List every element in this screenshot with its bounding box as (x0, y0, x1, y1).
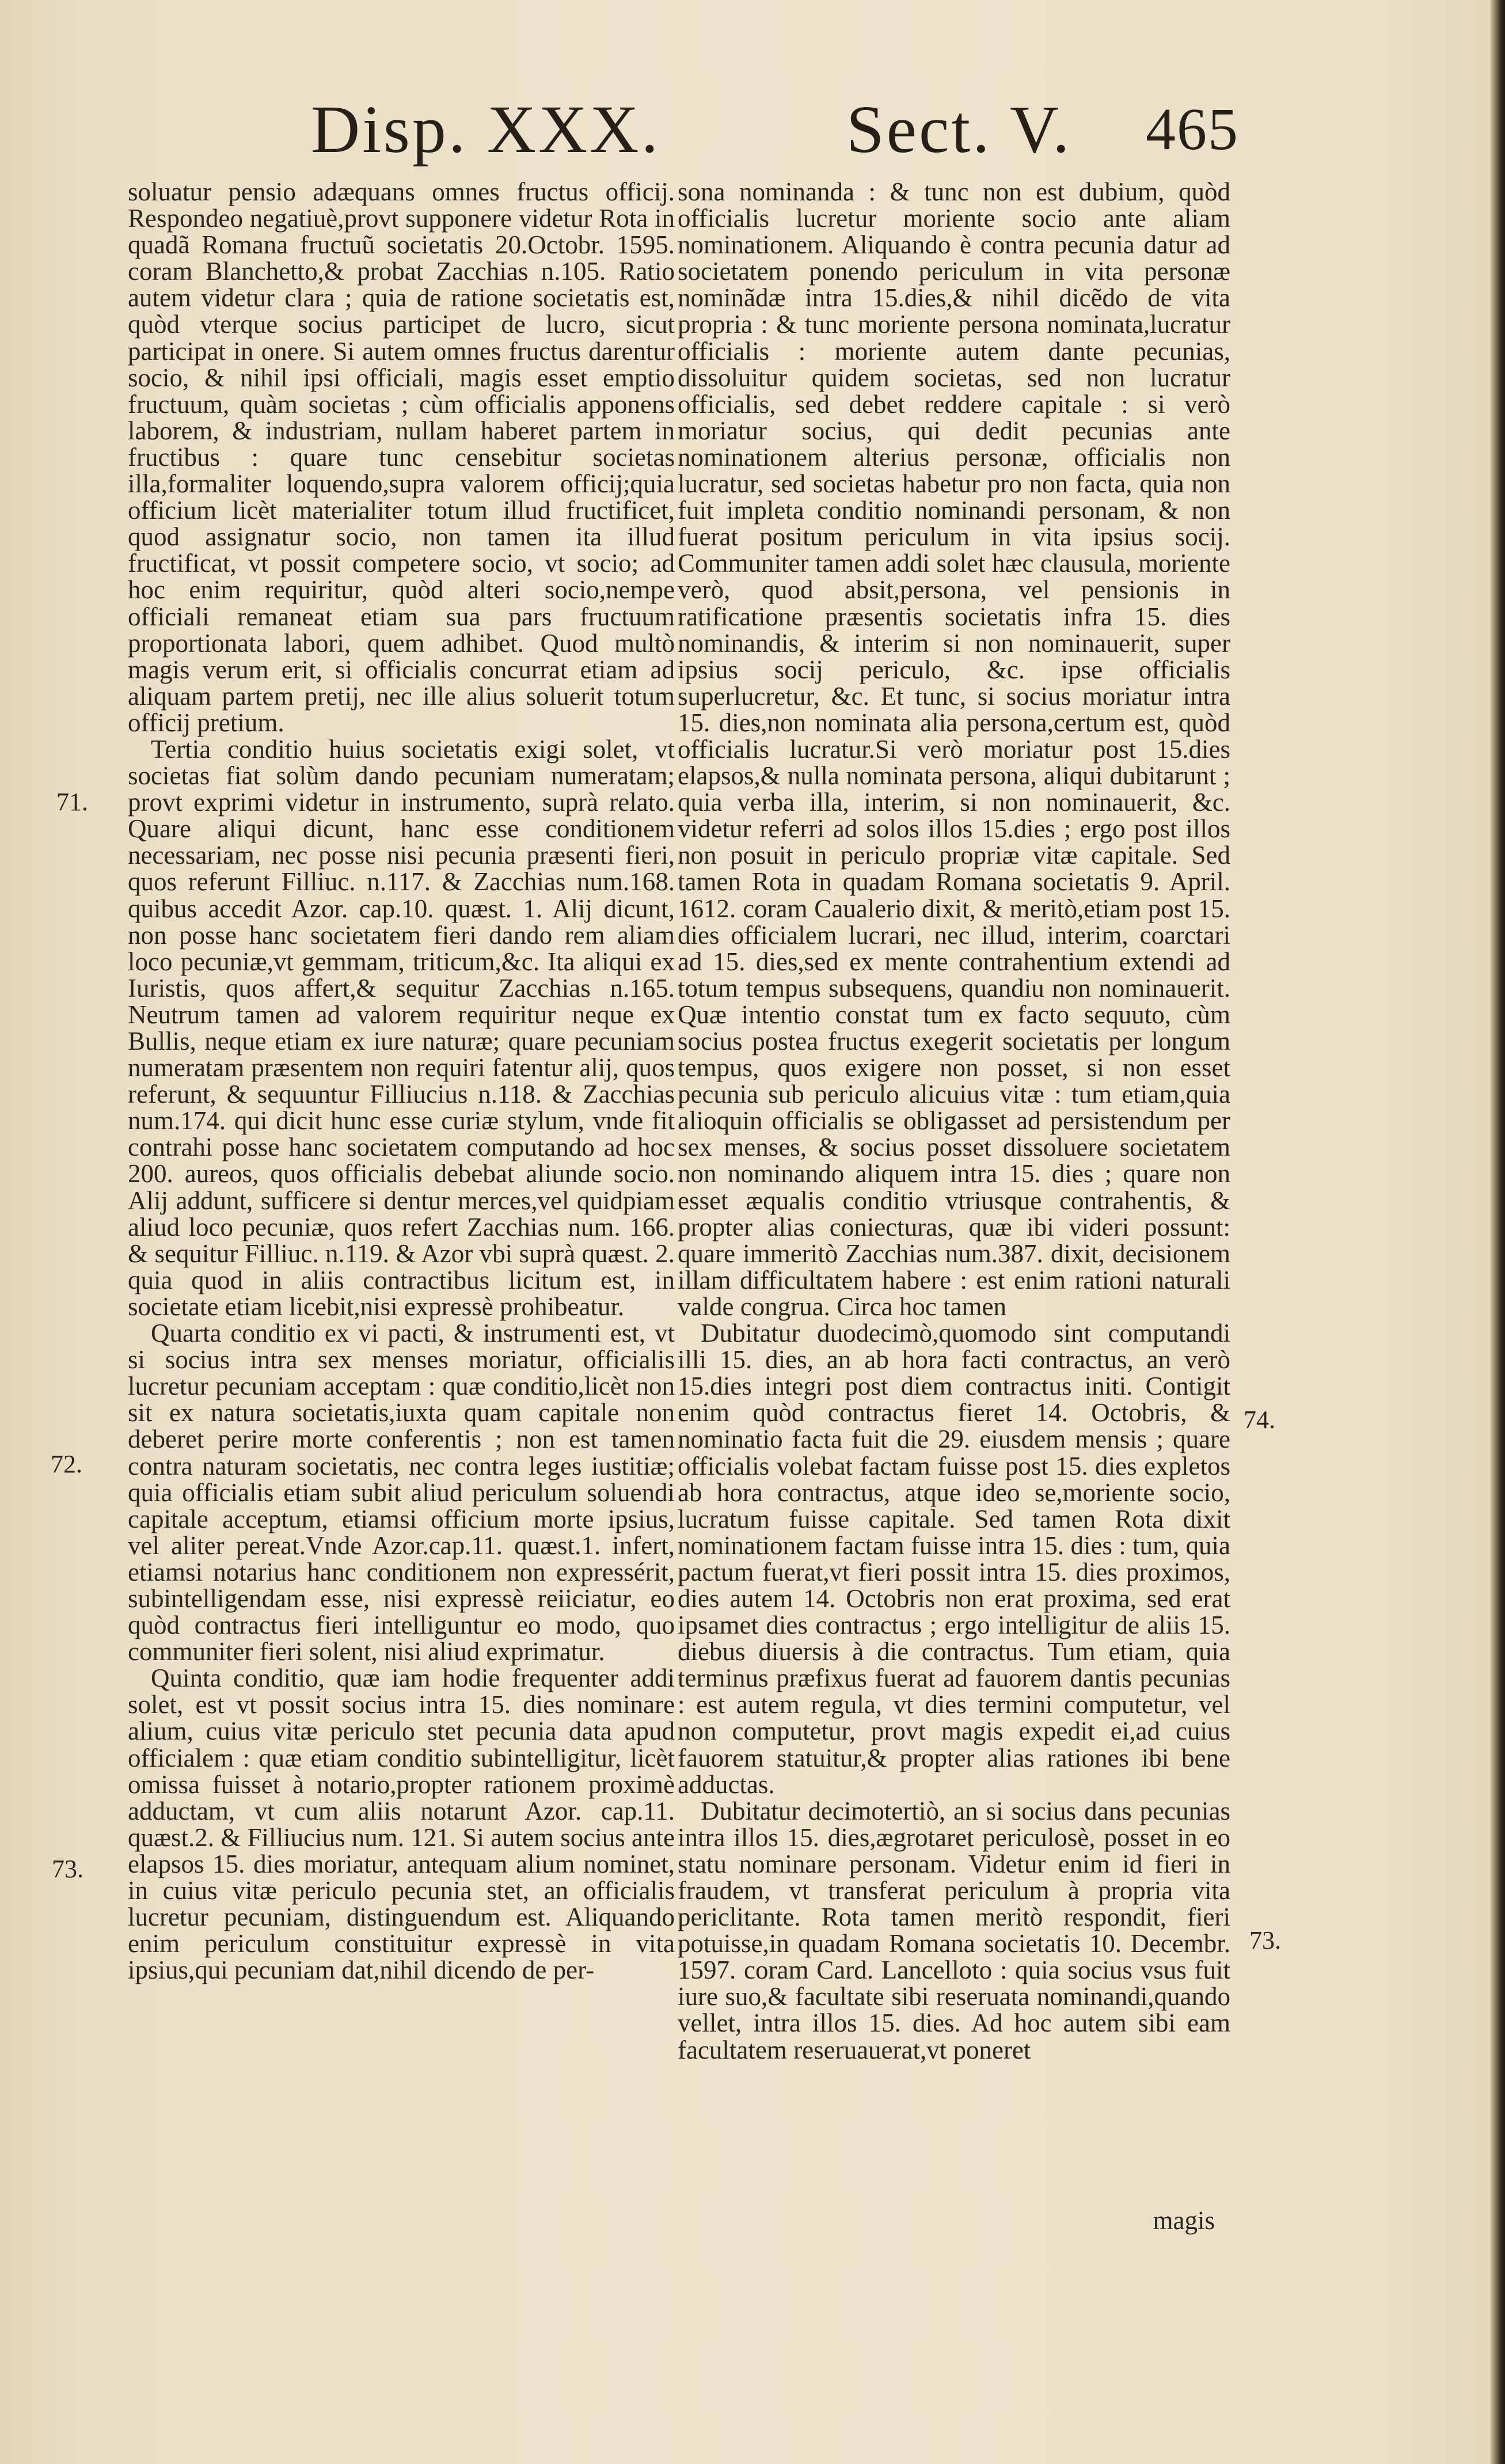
header-section: Sect. V. (846, 92, 1072, 167)
catchword: magis (1153, 2206, 1215, 2235)
paragraph: soluatur pensio adæquans omnes fructus officij. Respondeo negatiuè,provt supponere videtur Rota in quadã Romana fructuũ societatis 20.Octobr. 1595. coram Blanchetto,& probat Zacchias n.105. Ratio autem videtur clara ; quia de ratione societatis est, quòd vterque socius participet de lucro, sicut participat in onere. Si autem omnes fructus darentur socio, & nihil ipsi officiali, magis esset emptio fructuum, quàm societas ; cùm officialis apponens laborem, & industriam, nullam haberet partem in fructibus : quare tunc censebitur societas illa,formaliter loquendo,supra valorem officij;quia officium licèt materialiter totum illud fructificet, quod assignatur socio, non tamen ita illud fructificat, vt possit competere socio, vt socio; ad hoc enim requiritur, quòd alteri socio,nempe officiali remaneat etiam sua pars fructuum proportionata labori, quem adhibet. Quod multò magis verum erit, si officialis concurrat etiam ad aliquam partem pretij, nec ille alius soluerit totum officij pretium. (128, 177, 675, 737)
margin-number-74: 74. (1244, 1406, 1275, 1434)
paragraph: Quinta conditio, quæ iam hodie frequenter addi solet, est vt possit socius intra 15. dies nominare alium, cuius vitæ periculo stet pecunia data apud officialem : quæ etiam conditio subintelligitur, licèt omissa fuisset à notario,propter rationem proximè adductam, vt cum aliis notarunt Azor. cap.11. quæst.2. & Filliucius num. 121. Si autem socius ante elapsos 15. dies moriatur, antequam alium nominet, in cuius vitæ periculo pecunia stet, an officialis lucretur pecuniam, distinguendum est. Aliquando enim periculum constituitur expressè in vita ipsius,qui pecuniam dat,nihil dicendo de per- (128, 1664, 675, 1985)
margin-number-71: 71. (56, 788, 88, 816)
paragraph: Dubitatur duodecimò,quomodo sint computandi illi 15. dies, an ab hora facti contractus, an verò 15.dies integri post diem contractus initi. Contigit enim quòd contractus fieret 14. Octobris, & nominatio facta fuit die 29. eiusdem mensis ; quare officialis volebat factam fuisse post 15. dies expletos ab hora contractus, atque ideo se,moriente socio, lucratum fuisse capitale. Sed tamen Rota dixit nominationem factam fuisse intra 15. dies : tum, quia pactum fuerat,vt fieri possit intra 15. dies proximos, dies autem 14. Octobris non erat proxima, sed erat ipsamet dies contractus ; ergo intelligitur de aliis 15. diebus diuersis à die contractus. Tum etiam, quia terminus præfixus fuerat ad fauorem dantis pecunias : est autem regula, vt dies termini computetur, vel non computetur, provt magis expedit ei,ad cuius fauorem statuitur,& propter alias rationes ibi bene adductas. (678, 1319, 1230, 1799)
paragraph: Quarta conditio ex vi pacti, & instrumenti est, vt si socius intra sex menses moriatur, officialis lucretur pecuniam acceptam : quæ conditio,licèt non sit ex natura societatis,iuxta quam capitale non deberet perire morte conferentis ; non est tamen contra naturam societatis, nec contra leges iustitiæ; quia officialis etiam subit aliud periculum soluendi capitale acceptum, etiamsi officium morte ipsius, vel aliter pereat.Vnde Azor.cap.11. quæst.1. infert, etiamsi notarius hanc conditionem non expressérit, subintelligendam esse, nisi expressè reiiciatur, eo quòd contractus fieri intelliguntur eo modo, quo communiter fieri solent, nisi aliud exprimatur. (128, 1319, 675, 1666)
right-text-column (678, 179, 1230, 2063)
paragraph: sona nominanda : & tunc non est dubium, quòd officialis lucretur moriente socio ante aliam nominationem. Aliquando è contra pecunia datur ad societatem ponendo periculum in vita personæ nominãdæ intra 15.dies,& nihil dicẽdo de vita propria : & tunc moriente persona nominata,lucratur officialis : moriente autem dante pecunias, dissoluitur quidem societas, sed non lucratur officialis, sed debet reddere capitale : si verò moriatur socius, qui dedit pecunias ante nominationem alterius personæ, officialis non lucratur, sed societas habetur pro non facta, quia non fuit impleta conditio nominandi personam, & non fuerat positum periculum in vita ipsius socij. Communiter tamen addi solet hæc clausula, moriente verò, quod absit,persona, vel pensionis in ratificatione præsentis societatis infra 15. dies nominandis, & interim si non nominauerit, super ipsius socij periculo, &c. ipse officialis superlucretur, &c. Et tunc, si socius moriatur intra 15. dies,non nominata alia persona,certum est, quòd officialis lucratur.Si verò moriatur post 15.dies elapsos,& nulla nominata persona, aliqui dubitarunt ; quia verba illa, interim, si non nominauerit, &c. videtur referri ad solos illos 15.dies ; ergo post illos non posuit in periculo propriæ vitæ capitale. Sed tamen Rota in quadam Romana societatis 9. April. 1612. coram Caualerio dixit, & meritò,etiam post 15. dies officialem lucrari, nec illud, interim, coarctari ad 15. dies,sed ex mente contrahentium extendi ad totum tempus subsequens, quandiu non nominauerit. Quæ intentio constat tum ex facto sequuto, cùm socius postea fructus exegerit societatis per longum tempus, quos exigere non posset, si non esset pecunia sub periculo alicuius vitæ : tum etiam,quia alioquin officialis se obligasset ad persistendum per sex menses, & socius posset dissoluere societatem non nominando aliquem intra 15. dies ; quare non esset æqualis conditio vtriusque contrahentis, & propter alias coniecturas, quæ ibi videri possunt: quare immeritò Zacchias num.387. dixit, decisionem illam difficultatem habere : est enim rationi naturali valde congrua. Circa hoc tamen (678, 177, 1230, 1321)
header-disputation: Disp. XXX. (311, 92, 661, 167)
margin-number-75: 73. (1249, 1926, 1281, 1954)
margin-number-73: 73. (52, 1855, 83, 1883)
left-text-column (128, 179, 675, 1983)
margin-number-72: 72. (51, 1450, 82, 1478)
page-number: 465 (1146, 96, 1239, 162)
running-header (0, 86, 1499, 173)
paragraph: Tertia conditio huius societatis exigi solet, vt societas fiat solùm dando pecuniam numeratam; provt exprimi videtur in instrumento, suprà relato. Quare aliqui dicunt, hanc esse conditionem necessariam, nec posse nisi pecunia præsenti fieri, quos referunt Filliuc. n.117. & Zacchias num.168. quibus accedit Azor. cap.10. quæst. 1. Alij dicunt, non posse hanc societatem fieri dando rem aliam loco pecuniæ,vt gemmam, triticum,&c. Ita aliqui ex Iuristis, quos affert,& sequitur Zacchias n.165. Neutrum tamen ad valorem requiritur neque ex Bullis, neque etiam ex iure naturæ; quare pecuniam numeratam præsentem non requiri fatentur alij, quos referunt, & sequuntur Filliucius n.118. & Zacchias num.174. qui dicit hunc esse curiæ stylum, vnde fit contrahi posse hanc societatem computando ad hoc 200. aureos, quos officialis debebat aliunde socio. Alij addunt, sufficere si dentur merces,vel quidpiam aliud loco pecuniæ, quos refert Zacchias num. 166. & sequitur Filliuc. n.119. & Azor vbi suprà quæst. 2. quia quod in aliis contractibus licitum est, in societate etiam licebit,nisi expressè prohibeatur. (128, 734, 675, 1321)
paragraph: Dubitatur decimotertiò, an si socius dans pecunias intra illos 15. dies,ægrotaret periculosè, posset in eo statu nominare personam. Videtur enim id fieri in fraudem, vt transferat periculum à propria vita periclitante. Rota tamen meritò respondit, fieri potuisse,in quadam Romana societatis 10. Decembr. 1597. coram Card. Lancelloto : quia socius vsus fuit iure suo,& facultate sibi reseruata nominandi,quando vellet, intra illos 15. dies. Ad hoc autem sibi eam facultatem reseruauerat,vt poneret (678, 1796, 1230, 2064)
page-edge (1490, 0, 1505, 2464)
